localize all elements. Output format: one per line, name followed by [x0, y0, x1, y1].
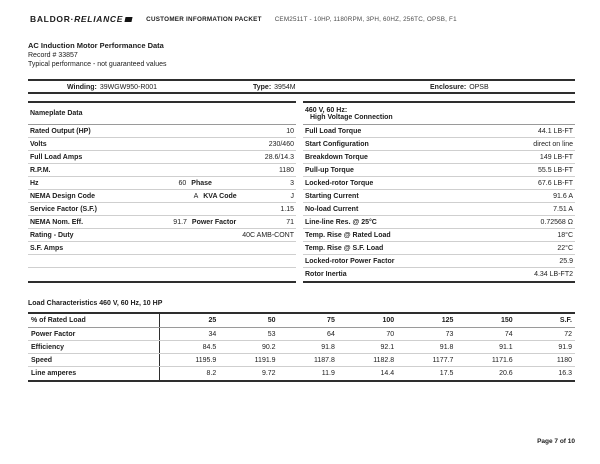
row-label: Temp. Rise @ S.F. Load	[305, 244, 384, 252]
column-header: 150	[501, 317, 513, 324]
row-value: 3	[290, 179, 294, 187]
row-label: Locked-rotor Torque	[305, 179, 374, 187]
row-value: 71	[286, 218, 294, 226]
cell-value: 91.9	[558, 343, 572, 351]
nameplate-table-header	[28, 103, 296, 125]
row-label: Breakdown Torque	[305, 153, 368, 161]
cell-value: 72	[564, 330, 572, 338]
row-value: 230/460	[268, 140, 294, 148]
cell-value: 8.2	[206, 370, 217, 377]
row-label: Rating - Duty	[30, 231, 74, 239]
data-columns	[28, 101, 575, 283]
row-label: No-load Current	[305, 205, 359, 213]
winding-value: 39WGW950-R001	[99, 84, 158, 91]
logo-baldor-text: BALDOR	[30, 14, 71, 24]
logo-reliance-text: RELIANCE	[74, 14, 124, 24]
row-value: 18°C	[557, 231, 573, 239]
row-value: J	[290, 192, 294, 200]
table-row	[303, 164, 575, 177]
row-label: NEMA Design Code	[30, 192, 96, 200]
row-value: 67.6 LB-FT	[537, 179, 573, 187]
row-label: Pull-up Torque	[305, 166, 354, 174]
cell-value: 84.5	[202, 343, 217, 351]
cell-value: 91.1	[499, 343, 513, 351]
table-row	[28, 242, 296, 255]
row-value: 55.5 LB-FT	[537, 166, 573, 174]
document-title: AC Induction Motor Performance Data	[28, 41, 164, 50]
table-row	[28, 216, 296, 229]
table-row	[28, 203, 296, 216]
enclosure-field	[430, 84, 489, 91]
table-row	[303, 151, 575, 164]
row-label: Full Load Torque	[305, 127, 362, 135]
cell-value: 16.3	[558, 370, 572, 377]
column-header: S.F.	[559, 317, 572, 324]
type-field	[253, 84, 296, 91]
row-label: Volts	[30, 140, 47, 148]
cell-value: 1191.9	[254, 356, 276, 364]
cell-value: 70	[386, 330, 395, 338]
row-value: 1.15	[280, 205, 294, 213]
row-value: 40C AMB-CONT	[242, 231, 294, 239]
cell-value: 1195.9	[195, 356, 217, 364]
table-row	[303, 255, 575, 268]
row-label: Power Factor	[28, 328, 160, 340]
row-value: 44.1 LB-FT	[537, 127, 573, 135]
table-row	[28, 138, 296, 151]
cell-value: 92.1	[380, 343, 395, 351]
row-label: Hz	[30, 179, 39, 187]
table-row	[28, 354, 575, 367]
row-sublabel: Power Factor	[191, 218, 237, 226]
cell-value: 91.8	[439, 343, 454, 351]
row-label: Line-line Res. @ 25°C	[305, 218, 377, 226]
row-value: direct on line	[533, 140, 573, 148]
cell-value: 11.9	[321, 370, 335, 377]
row-label: Rotor Inertia	[305, 271, 347, 278]
load-characteristics-section	[28, 300, 575, 382]
row-label: Temp. Rise @ Rated Load	[305, 231, 391, 239]
cell-value: 17.5	[439, 370, 454, 377]
column-header: 75	[327, 317, 335, 324]
enclosure-value: OPSB	[469, 84, 489, 91]
table-row	[28, 229, 296, 242]
cell-value: 20.6	[499, 370, 513, 377]
high-voltage-table-header	[303, 103, 575, 125]
table-row	[28, 177, 296, 190]
column-header: 25	[208, 317, 217, 324]
type-label: Type:	[253, 84, 272, 91]
cell-value: 64	[327, 330, 335, 338]
table-row	[303, 138, 575, 151]
cell-value: 74	[504, 330, 513, 338]
row-value: 91.6 A	[553, 192, 573, 200]
table-row	[28, 125, 296, 138]
row-label: R.P.M.	[30, 166, 51, 174]
table-row	[28, 164, 296, 177]
row-value: 0.72568 Ω	[540, 218, 573, 226]
row-label: Line amperes	[28, 367, 160, 380]
motor-spec-line: CEM2511T - 10HP, 1180RPM, 3PH, 60HZ, 256TC, OPSB, F1	[274, 15, 457, 23]
row-label: Efficiency	[28, 341, 160, 353]
row-value: 1180	[278, 166, 294, 174]
row-mid-value: A	[193, 192, 199, 200]
column-header: 100	[382, 317, 395, 324]
logo-dot: ·	[70, 14, 75, 24]
brand-flag-icon	[125, 17, 133, 22]
row-value: 28.6/14.3	[264, 153, 294, 161]
row-mid-value: 60	[178, 179, 187, 187]
row-label: Start Configuration	[305, 140, 369, 148]
enclosure-label: Enclosure:	[430, 84, 467, 91]
row-label: Service Factor (S.F.)	[30, 205, 97, 213]
type-value: 3954M	[274, 84, 296, 91]
table-row	[28, 190, 296, 203]
table-row	[303, 229, 575, 242]
column-header: % of Rated Load	[28, 314, 160, 327]
page-number: Page 7 of 10	[537, 438, 575, 445]
cell-value: 91.8	[321, 343, 335, 351]
row-sublabel: Phase	[191, 179, 212, 187]
load-characteristics-title: Load Characteristics 460 V, 60 Hz, 10 HP	[28, 300, 163, 307]
table-row	[303, 203, 575, 216]
row-label: S.F. Amps	[30, 244, 64, 252]
cell-value: 1182.8	[373, 356, 395, 364]
cell-value: 34	[208, 330, 217, 338]
row-label: Rated Output (HP)	[30, 127, 91, 135]
page-header	[30, 14, 575, 24]
table-row	[303, 268, 575, 281]
row-value: 10	[286, 127, 294, 135]
row-label: Speed	[28, 354, 160, 366]
packet-title: CUSTOMER INFORMATION PACKET	[146, 15, 262, 23]
row-value: 4.34 LB-FT2	[534, 271, 573, 278]
cell-value: 53	[267, 330, 276, 338]
cell-value: 1177.7	[432, 356, 454, 364]
table-row	[28, 151, 296, 164]
cell-value: 73	[445, 330, 454, 338]
table-row	[303, 190, 575, 203]
table-header-row	[28, 314, 575, 328]
table-row	[28, 341, 575, 354]
cell-value: 14.4	[380, 370, 395, 377]
column-header: 125	[441, 317, 454, 324]
table-row	[28, 268, 296, 281]
row-value: 7.51 A	[553, 205, 573, 213]
cell-value: 9.72	[261, 370, 276, 377]
table-row	[28, 255, 296, 268]
row-label: NEMA Nom. Eff.	[30, 218, 84, 226]
nameplate-table	[28, 101, 296, 283]
cell-value: 1187.8	[313, 356, 335, 364]
high-voltage-table	[303, 101, 575, 283]
table-row	[303, 177, 575, 190]
title-block	[28, 41, 575, 69]
row-sublabel: KVA Code	[203, 192, 237, 200]
row-label: Full Load Amps	[30, 153, 83, 161]
nameplate-title: Nameplate Data	[30, 110, 83, 117]
baldor-reliance-logo	[30, 14, 132, 24]
load-characteristics-table	[28, 312, 575, 382]
table-row	[303, 216, 575, 229]
column-header: 50	[267, 317, 276, 324]
table-row	[28, 367, 575, 380]
winding-field	[67, 84, 157, 91]
row-mid-value: 91.7	[173, 218, 187, 226]
record-number: Record # 33857	[28, 52, 78, 59]
row-label: Locked-rotor Power Factor	[305, 257, 395, 265]
row-value: 25.9	[559, 257, 573, 265]
cell-value: 1171.6	[491, 356, 513, 364]
table-row	[28, 328, 575, 341]
hv-title-line1: 460 V, 60 Hz:	[305, 106, 348, 114]
table-row	[303, 242, 575, 255]
cell-value: 1180	[556, 356, 572, 364]
winding-label: Winding:	[67, 84, 97, 91]
motor-summary-row	[28, 79, 575, 94]
row-value: 149 LB-FT	[539, 153, 573, 161]
hv-title-line2: High Voltage Connection	[310, 113, 393, 121]
performance-note: Typical performance - not guaranteed values	[28, 61, 167, 68]
cell-value: 90.2	[261, 343, 276, 351]
table-row	[303, 125, 575, 138]
row-label: Starting Current	[305, 192, 359, 200]
row-value: 22°C	[557, 244, 573, 252]
